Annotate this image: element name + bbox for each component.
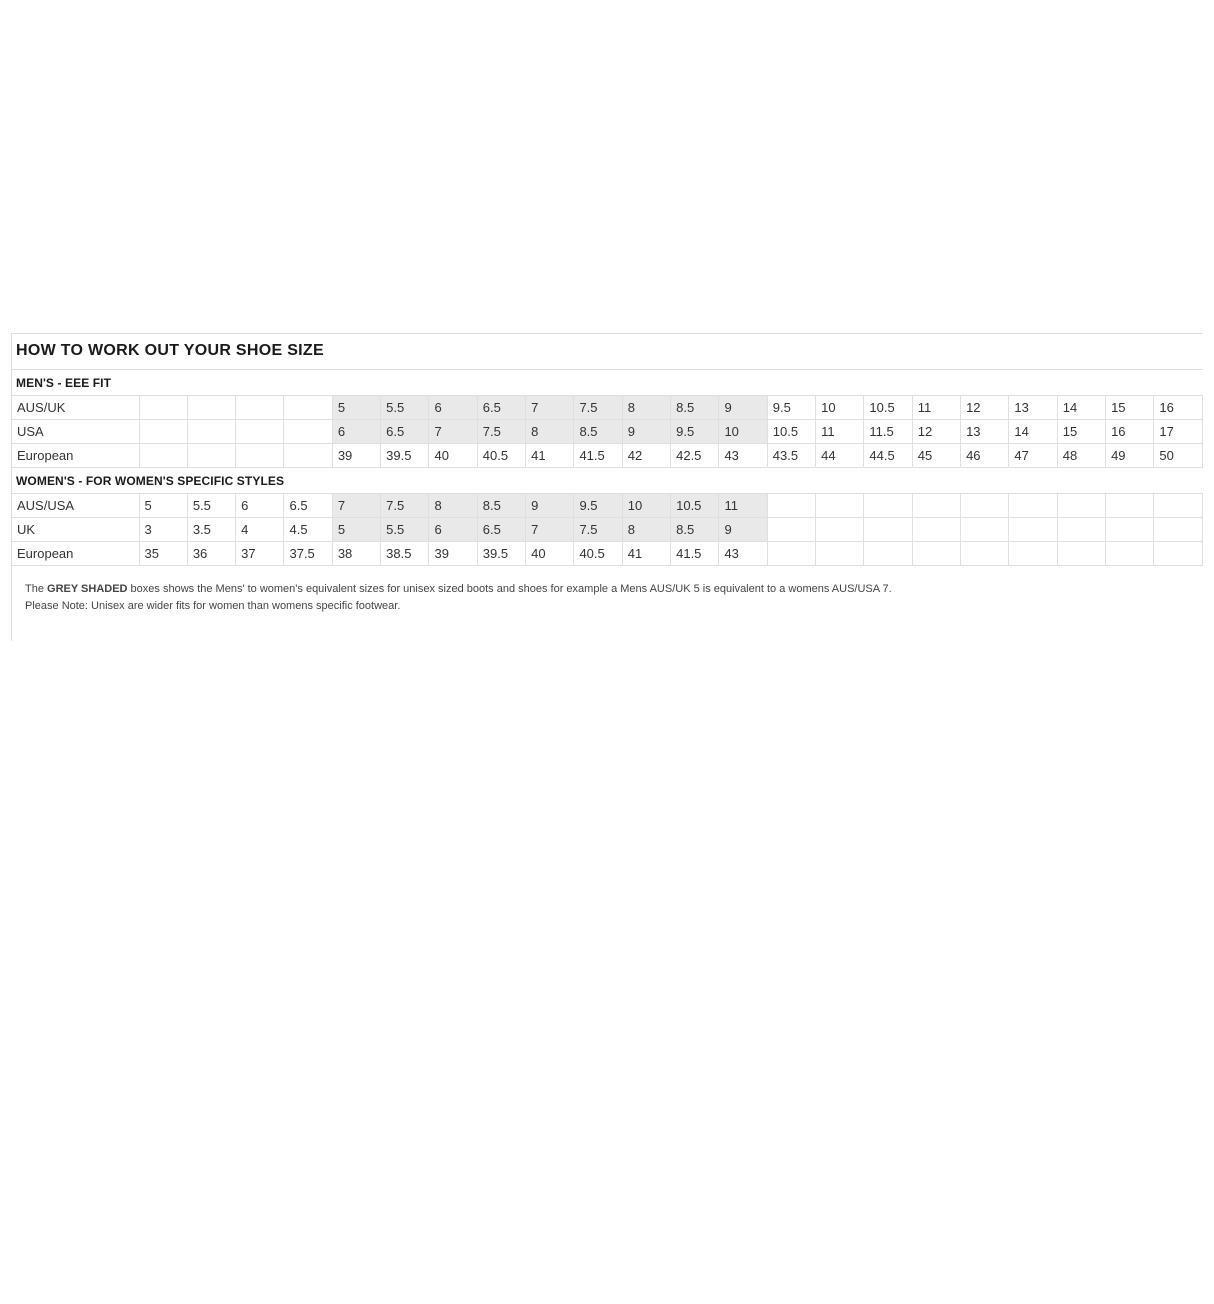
size-guide-notes [12,566,1203,641]
size-cell: 42.5 [671,444,719,468]
size-cell [1154,518,1203,542]
size-cell: 35 [139,542,187,566]
size-row [12,542,1203,566]
size-cell: 8 [622,518,670,542]
note-grey-shaded-emphasis: GREY SHADED [47,583,128,595]
size-cell: 8 [429,494,477,518]
size-cell: 6.5 [284,494,332,518]
mens-section [12,370,1203,468]
size-cell: 11 [719,494,767,518]
size-cell [816,542,864,566]
size-cell: 39.5 [477,542,525,566]
size-cell [816,494,864,518]
size-cell: 7 [526,396,574,420]
size-cell [139,420,187,444]
size-cell: 41.5 [671,542,719,566]
size-cell: 11 [912,396,960,420]
size-cell: 6 [332,420,380,444]
size-cell: 11 [816,420,864,444]
size-cell: 40.5 [477,444,525,468]
size-cell: 7.5 [477,420,525,444]
size-cell [284,396,332,420]
size-cell [864,518,912,542]
mens-size-table [12,395,1203,468]
size-cell: 7 [429,420,477,444]
size-cell: 6.5 [477,396,525,420]
row-label: USA [12,420,139,444]
size-cell [864,542,912,566]
size-cell: 15 [1057,420,1105,444]
size-cell: 8 [526,420,574,444]
size-cell: 16 [1154,396,1203,420]
size-cell: 39 [332,444,380,468]
size-cell [139,396,187,420]
size-cell [236,420,284,444]
size-cell: 50 [1154,444,1203,468]
size-cell: 7.5 [381,494,429,518]
size-cell [767,518,815,542]
size-cell: 42 [622,444,670,468]
size-cell [1009,494,1057,518]
size-cell [236,444,284,468]
size-cell [1154,494,1203,518]
size-cell: 7 [526,518,574,542]
size-cell: 15 [1106,396,1154,420]
size-cell: 3.5 [187,518,235,542]
size-cell: 41.5 [574,444,622,468]
row-label: European [12,542,139,566]
size-cell [1057,542,1105,566]
size-cell [961,494,1009,518]
size-cell: 14 [1009,420,1057,444]
size-cell [912,542,960,566]
size-cell [1106,494,1154,518]
size-cell [284,420,332,444]
size-cell: 9 [719,518,767,542]
size-cell: 49 [1106,444,1154,468]
size-cell: 47 [1009,444,1057,468]
size-cell: 5 [332,396,380,420]
size-cell: 12 [912,420,960,444]
size-cell [187,444,235,468]
size-cell: 5.5 [187,494,235,518]
size-cell: 5.5 [381,396,429,420]
size-cell [187,420,235,444]
size-cell: 10 [816,396,864,420]
size-cell: 8.5 [671,396,719,420]
size-cell [1154,542,1203,566]
size-cell [912,518,960,542]
note-grey-shaded-suffix: boxes shows the Mens' to women's equivalent sizes for unisex sized boots and shoes for example a Mens AUS/UK 5 is equivalent to a womens AUS/USA 7. [127,583,892,595]
size-cell: 7.5 [574,518,622,542]
size-cell: 16 [1106,420,1154,444]
size-cell [1009,518,1057,542]
note-grey-shaded [25,581,1193,598]
size-cell: 9 [622,420,670,444]
size-cell [961,518,1009,542]
size-cell: 6.5 [477,518,525,542]
size-cell: 9.5 [767,396,815,420]
section-heading-womens: WOMEN'S - FOR WOMEN'S SPECIFIC STYLES [16,474,285,488]
size-cell: 4 [236,518,284,542]
size-cell: 37.5 [284,542,332,566]
page-title: HOW TO WORK OUT YOUR SHOE SIZE [12,334,1203,370]
size-cell [912,494,960,518]
size-cell: 39.5 [381,444,429,468]
size-cell: 9 [719,396,767,420]
size-cell [864,494,912,518]
row-label: UK [12,518,139,542]
size-cell: 10 [719,420,767,444]
size-row [12,420,1203,444]
size-cell: 41 [526,444,574,468]
size-cell: 10.5 [671,494,719,518]
row-label: AUS/USA [12,494,139,518]
row-label: European [12,444,139,468]
size-cell: 8.5 [574,420,622,444]
size-cell: 44 [816,444,864,468]
size-cell [767,494,815,518]
size-cell [961,542,1009,566]
note-please-note: Please Note: Unisex are wider fits for women than womens specific footwear. [25,600,401,612]
size-cell [816,518,864,542]
size-cell: 6 [429,518,477,542]
size-cell: 12 [961,396,1009,420]
size-cell [767,542,815,566]
size-cell: 6.5 [381,420,429,444]
size-cell: 5 [332,518,380,542]
size-cell [284,444,332,468]
size-cell: 8.5 [477,494,525,518]
size-cell: 41 [622,542,670,566]
size-cell: 5.5 [381,518,429,542]
size-cell: 13 [1009,396,1057,420]
size-cell: 7.5 [574,396,622,420]
size-cell [1057,518,1105,542]
size-cell [1106,518,1154,542]
row-label: AUS/UK [12,396,139,420]
size-cell: 40 [429,444,477,468]
size-cell: 4.5 [284,518,332,542]
section-heading-mens: MEN'S - EEE FIT [16,376,112,390]
size-cell: 37 [236,542,284,566]
size-cell: 13 [961,420,1009,444]
size-cell: 9.5 [671,420,719,444]
note-grey-shaded-prefix: The [25,583,48,595]
size-cell [139,444,187,468]
size-cell: 8.5 [671,518,719,542]
size-row [12,494,1203,518]
size-cell: 10 [622,494,670,518]
size-cell: 9 [526,494,574,518]
size-cell [1057,494,1105,518]
size-cell: 7 [332,494,380,518]
size-cell: 5 [139,494,187,518]
size-cell: 36 [187,542,235,566]
size-guide-panel [11,333,1203,641]
size-cell: 44.5 [864,444,912,468]
size-cell: 10.5 [767,420,815,444]
size-row [12,444,1203,468]
size-row [12,396,1203,420]
size-cell: 11.5 [864,420,912,444]
size-cell: 3 [139,518,187,542]
size-cell: 9.5 [574,494,622,518]
size-cell: 43 [719,444,767,468]
size-cell: 38.5 [381,542,429,566]
womens-size-table [12,493,1203,566]
size-cell: 40.5 [574,542,622,566]
size-cell: 17 [1154,420,1203,444]
size-cell: 48 [1057,444,1105,468]
size-cell: 10.5 [864,396,912,420]
size-cell: 38 [332,542,380,566]
size-row [12,518,1203,542]
size-cell: 6 [429,396,477,420]
size-cell: 14 [1057,396,1105,420]
size-cell: 46 [961,444,1009,468]
size-cell: 6 [236,494,284,518]
size-cell: 39 [429,542,477,566]
size-cell: 43.5 [767,444,815,468]
size-cell: 45 [912,444,960,468]
size-cell: 43 [719,542,767,566]
size-cell [1106,542,1154,566]
size-cell: 40 [526,542,574,566]
size-cell: 8 [622,396,670,420]
size-cell [187,396,235,420]
size-cell [236,396,284,420]
womens-section [12,468,1203,566]
size-cell [1009,542,1057,566]
